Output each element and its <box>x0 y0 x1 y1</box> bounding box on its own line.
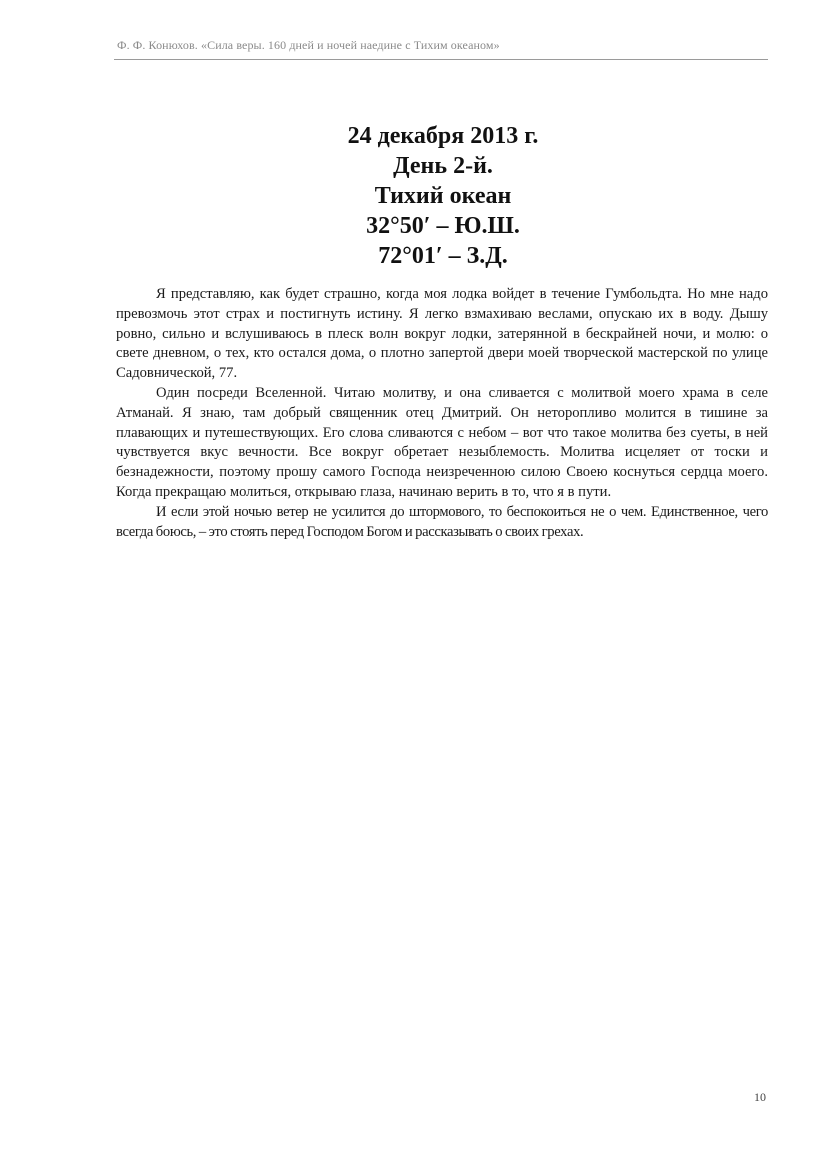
running-header: Ф. Ф. Конюхов. «Сила веры. 160 дней и ночей наедине с Тихим океаном» <box>117 38 500 52</box>
page-number: 10 <box>754 1090 766 1104</box>
header-divider <box>114 59 768 60</box>
body-text <box>116 285 768 542</box>
paragraph: Я представляю, как будет страшно, когда моя лодка войдет в течение Гумбольдта. Но мне надо превозмочь этот страх и постигнуть истину. Я легко взмахиваю веслами, опускаю их в воду. Дышу ровно, сильно и вслушиваюсь в плеск волн вокруг лодки, затерянной в бескрайней ночи, и молю: о свете дневном, о тех, кто остался дома, о плотно запертой двери моей творческой мастерской по улице Садовнической, 77. <box>116 286 768 382</box>
paragraph: И если этой ночью ветер не усилится до штормового, то беспокоиться не о чем. Единственное, чего всегда боюсь, – это стоять перед Господом Богом и рассказывать о своих грехах. <box>116 503 768 540</box>
paragraph: Один посреди Вселенной. Читаю молитву, и она сливается с молитвой моего храма в селе Атманай. Я знаю, там добрый священник отец Дмитрий. Он неторопливо молится в тишине за плавающих и путешествующих. Его слова сливаются с небом – вот что такое молитва без суеты, в ней чувствуется вкус вечности. Все вокруг обретает незыблемость. Молитва исцеляет от тоски и безнадежности, поэтому прошу самого Господа неизреченною силою Своею коснуться сердца моего. Когда прекращаю молиться, открываю глаза, начинаю верить в то, что я в пути. <box>116 384 768 500</box>
entry-longitude: 72°01′ – З.Д. <box>378 243 508 269</box>
entry-day: День 2-й. <box>393 153 493 179</box>
entry-location: Тихий океан <box>374 183 512 209</box>
entry-latitude: 32°50′ – Ю.Ш. <box>366 213 520 239</box>
entry-heading <box>114 121 772 271</box>
entry-date: 24 декабря 2013 г. <box>347 123 539 149</box>
